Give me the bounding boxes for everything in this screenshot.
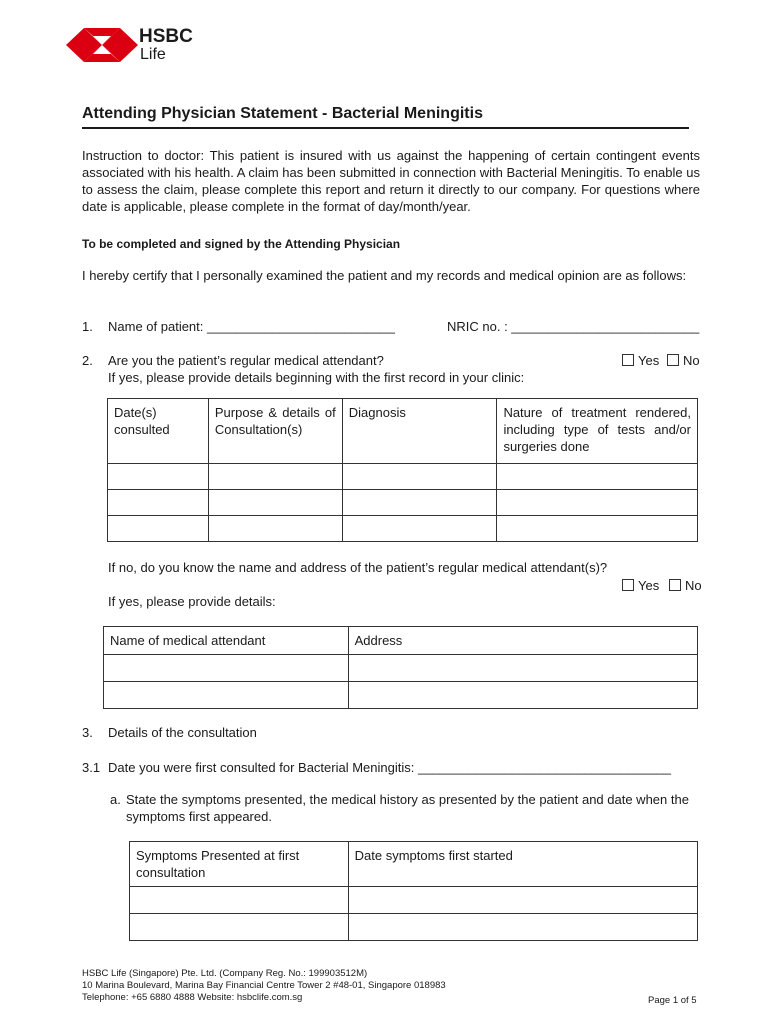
q2b-yes-option[interactable] (622, 577, 659, 594)
table-cell[interactable] (348, 682, 697, 709)
patient-name-field[interactable]: Name of patient: __________________________ (108, 319, 395, 334)
table-header-symptoms: Symptoms Presented at first consultation (130, 842, 349, 887)
q2-question: Are you the patient’s regular medical attendant? (108, 353, 384, 368)
table-cell[interactable] (342, 490, 497, 516)
title-rule (82, 127, 689, 129)
certify-text: I hereby certify that I personally examined the patient and my records and medical opinion are as follows: (82, 268, 687, 283)
table-row (104, 655, 698, 682)
q3-number: 3. (82, 725, 93, 740)
q2-if-no: If no, do you know the name and address of the patient’s regular medical attendant(s)? (108, 560, 608, 575)
table-cell[interactable] (130, 887, 349, 914)
table-header-date: Date(s) consulted (108, 399, 209, 464)
q2b-no-label: No (685, 578, 702, 593)
q3-1-number: 3.1 (82, 760, 101, 775)
table-cell[interactable] (497, 464, 698, 490)
table-row (130, 887, 698, 914)
q3a-label: a. (110, 792, 121, 807)
table-cell[interactable] (348, 655, 697, 682)
table-cell[interactable] (342, 464, 497, 490)
q2-no-label: No (683, 353, 700, 368)
table-header-symptom-date: Date symptoms first started (348, 842, 697, 887)
q2-number: 2. (82, 353, 93, 368)
brand-sub: Life (140, 46, 166, 63)
q2-no-option[interactable] (667, 352, 700, 369)
table-cell[interactable] (108, 516, 209, 542)
hsbc-logo (66, 28, 206, 66)
table-row (130, 914, 698, 941)
table-cell[interactable] (497, 490, 698, 516)
checkbox-icon[interactable] (667, 354, 679, 366)
table-row (104, 682, 698, 709)
table-header-diagnosis: Diagnosis (342, 399, 497, 464)
q2-instruction: If yes, please provide details beginning with the first record in your clinic: (108, 370, 525, 385)
attendant-table (103, 626, 698, 709)
q3a-text: State the symptoms presented, the medical history as presented by the patient and date when the symptoms first appeared. (126, 792, 689, 824)
table-header-treatment: Nature of treatment rendered, including type of tests and/or surgeries done (497, 399, 698, 464)
table-cell[interactable] (130, 914, 349, 941)
table-header-attendant-name: Name of medical attendant (104, 627, 349, 655)
checkbox-icon[interactable] (622, 579, 634, 591)
page-title: Attending Physician Statement - Bacterial Meningitis (82, 105, 483, 122)
table-cell[interactable] (497, 516, 698, 542)
table-cell[interactable] (208, 516, 342, 542)
q3-title: Details of the consultation (108, 725, 257, 740)
symptoms-table (129, 841, 698, 941)
table-cell[interactable] (208, 464, 342, 490)
footer-address: 10 Marina Boulevard, Marina Bay Financial Centre Tower 2 #48-01, Singapore 018983 (82, 980, 446, 991)
table-cell[interactable] (104, 682, 349, 709)
table-cell[interactable] (348, 887, 697, 914)
table-cell[interactable] (104, 655, 349, 682)
checkbox-icon[interactable] (622, 354, 634, 366)
q2-yes-label: Yes (638, 353, 660, 368)
instruction-text: Instruction to doctor: This patient is insured with us against the happening of certain contingent events associated with his health. A claim has been submitted in connection with Bacterial Meningitis. To enable us to assess the claim, please complete this report and return it directly to our company. For questions where date is applicable, please complete in the format of day/month/year. (82, 148, 700, 214)
footer-company: HSBC Life (Singapore) Pte. Ltd. (Company Reg. No.: 199903512M) (82, 968, 368, 979)
table-row (108, 464, 698, 490)
first-consulted-date-field[interactable]: Date you were first consulted for Bacterial Meningitis: ___________________________________ (108, 760, 672, 775)
table-cell[interactable] (348, 914, 697, 941)
nric-field[interactable]: NRIC no. : __________________________ (447, 319, 700, 334)
q2b-no-option[interactable] (669, 577, 702, 594)
q2-if-yes-details: If yes, please provide details: (108, 594, 276, 609)
table-cell[interactable] (108, 464, 209, 490)
q1-number: 1. (82, 319, 93, 334)
table-cell[interactable] (108, 490, 209, 516)
consultation-table (107, 398, 698, 542)
table-cell[interactable] (342, 516, 497, 542)
footer-contact: Telephone: +65 6880 4888 Website: hsbclife.com.sg (82, 992, 303, 1003)
q2b-yes-label: Yes (638, 578, 660, 593)
page-number: Page 1 of 5 (648, 995, 697, 1006)
table-cell[interactable] (208, 490, 342, 516)
brand-name: HSBC (139, 26, 193, 47)
table-header-purpose: Purpose & details of Consultation(s) (208, 399, 342, 464)
section-heading: To be completed and signed by the Attending Physician (82, 237, 401, 251)
table-row (108, 490, 698, 516)
table-header-address: Address (348, 627, 697, 655)
hsbc-hexagon-icon (66, 28, 138, 62)
checkbox-icon[interactable] (669, 579, 681, 591)
table-row (108, 516, 698, 542)
q2-yes-option[interactable] (622, 352, 659, 369)
